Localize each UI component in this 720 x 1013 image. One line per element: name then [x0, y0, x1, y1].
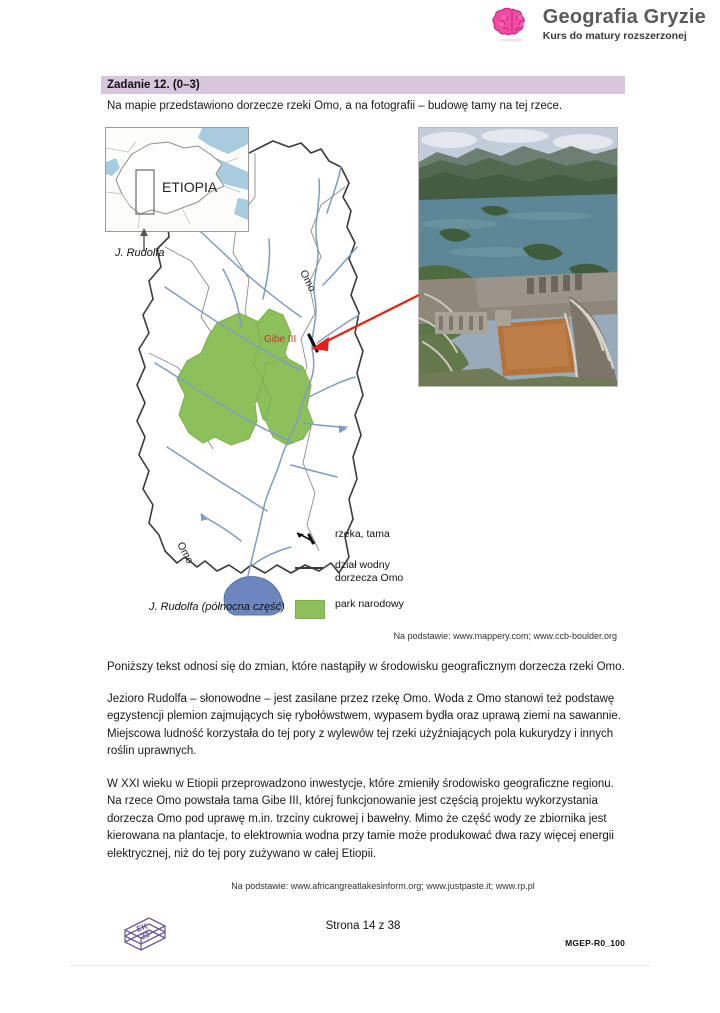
- brand-subtitle: Kurs do matury rozszerzonej: [542, 29, 687, 42]
- legend-label-river-dam: rzeka, tama: [335, 527, 390, 540]
- legend-item-watershed: [295, 559, 475, 585]
- brain-icon: [491, 6, 533, 42]
- legend-label-park: park narodowy: [335, 597, 404, 610]
- gibe-iii-map-label: Gibe III: [264, 333, 297, 345]
- bottom-divider: [70, 965, 650, 966]
- legend-label-watershed: [335, 559, 403, 585]
- omo-river-label-upper: Omo: [297, 267, 318, 294]
- ethiopia-locator-inset: [105, 127, 249, 232]
- page-footer: [101, 906, 625, 956]
- brand-title: Geografia Gryzie: [542, 5, 706, 28]
- page-content: [101, 76, 625, 891]
- inset-caption: J. Rudolfa: [115, 246, 165, 259]
- site-brand-header: [491, 6, 706, 42]
- lead-paragraph: Poniższy tekst odnosi się do zmian, które nastąpiły w środowisku geograficznym dorzecza rzeki Omo.: [107, 660, 625, 673]
- body-paragraph-1: Jezioro Rudolfa – słonowodne – jest zasilane przez rzekę Omo. Woda z Omo stanowi też podstawę egzystencji plemion zajmujących się rybołówstwem, wypasem bydła oraz uprawą ziemi na sawannie. Miejscowa ludność korzystała do tej pory z wylewów tej rzeki użyźniających pola kukurydzy i innych roślin uprawnych.: [107, 692, 621, 758]
- inset-country-label: ETIOPIA: [162, 178, 218, 195]
- document-page: [0, 60, 720, 965]
- river-dam-icon: [295, 528, 335, 546]
- gibe-dam-photo: [418, 127, 618, 387]
- figure-source-line: Na podstawie: www.mappery.com; www.ccb-boulder.org: [393, 630, 617, 641]
- park-swatch-icon: [295, 598, 335, 619]
- legend-item-park: [295, 598, 475, 619]
- omo-river-label-lower: Omo: [174, 539, 196, 566]
- document-code-label: MGEP-R0_100: [565, 938, 625, 948]
- body-paragraph-2: W XXI wieku w Etiopii przeprowadzono inwestycje, które zmieniły środowisko geograficzne regionu. Na rzece Omo powstała tama Gibe III, której funkcjonowanie jest częścią projektu wykorzystania dorzecza Omo pod uprawę m.in. trzciny cukrowej i bawełny. Mimo że część wody ze zbiornika jest kierowana na plantacje, to elektrownia wodna przy tamie może produkować dwa razy więcej energii elektrycznej, niż do tej pory zużywano w całej Etiopii.: [107, 777, 614, 860]
- legend-label-watershed-line2: dorzecza Omo: [335, 571, 404, 584]
- watershed-line-icon: [295, 559, 335, 569]
- brand-text-block: [543, 7, 706, 42]
- map-legend: [295, 528, 475, 632]
- task-header-band: Zadanie 12. (0–3): [101, 76, 625, 94]
- task-intro-text: Na mapie przedstawiono dorzecze rzeki Omo, a na fotografii – budowę tamy na tej rzece.: [107, 100, 563, 112]
- legend-item-river-dam: [295, 528, 475, 546]
- page-number-label: Strona 14 z 38: [325, 920, 401, 932]
- stamp-text-top: EK: [135, 921, 149, 934]
- text-source-line: Na podstawie: www.africangreatlakesinform.org; www.justpaste.it; www.rp.pl: [231, 881, 535, 892]
- figure-block: [101, 123, 625, 643]
- stamp-text-bottom: 23: [139, 929, 151, 942]
- lake-rudolf-caption: J. Rudolfa (północna część): [149, 600, 285, 613]
- legend-label-watershed-line1: dział wodny: [335, 558, 390, 571]
